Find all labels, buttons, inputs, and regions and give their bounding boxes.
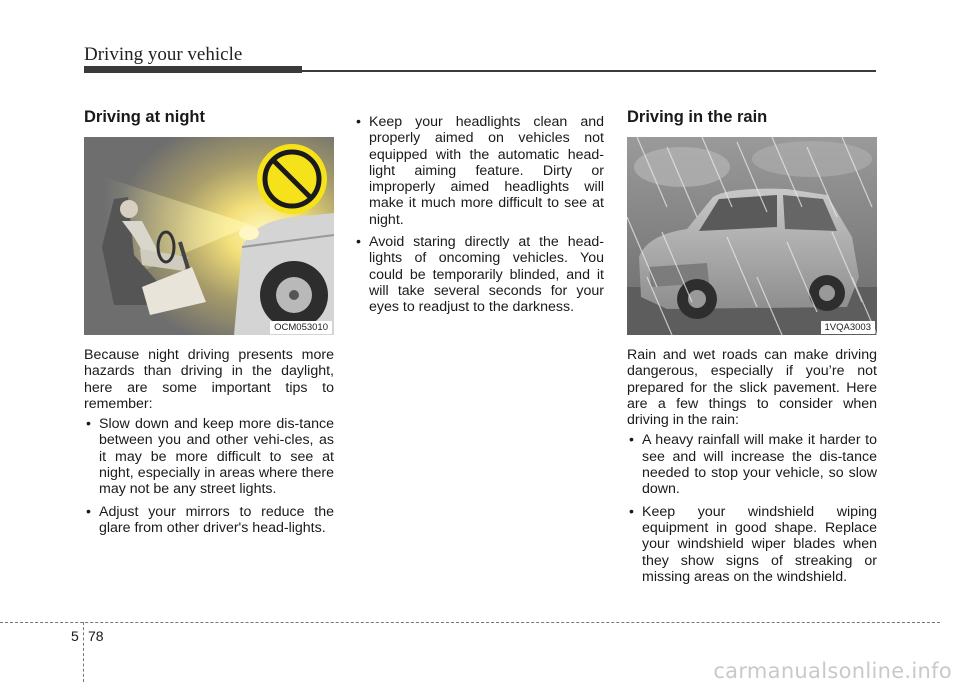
figure-caption-rain: 1VQA3003 — [821, 321, 875, 334]
night-intro-paragraph: Because night driving presents more hazards than driving in the daylight, here are some important tips to remember: — [84, 347, 334, 412]
list-item: • Keep your headlights clean and properly aimed on vehicles not equipped with the automatic head-light aiming feature. Dirty or improperly aimed headlights will make it much more difficult to see at night. — [354, 114, 604, 228]
watermark-text: carmanualsonline.info — [713, 659, 952, 683]
page-chapter-number: 5 — [71, 628, 79, 644]
column-middle — [354, 110, 604, 322]
section-heading-night: Driving at night — [84, 108, 205, 126]
night-tips-list — [84, 416, 334, 536]
night-driving-illustration — [84, 137, 334, 335]
column-left — [84, 108, 334, 542]
list-item: • Slow down and keep more dis-tance between you and other vehi-cles, as it may be more difficult to see at night, especially in areas where there may not be any street lights. — [84, 416, 334, 497]
footer-divider — [83, 622, 84, 682]
night-driving-image — [84, 137, 334, 335]
headlight-tips-list — [354, 114, 604, 316]
footer-rule — [0, 622, 940, 623]
page-number: 78 — [88, 628, 104, 644]
page-header-title: Driving your vehicle — [84, 44, 243, 65]
rain-tips-list — [627, 432, 877, 585]
column-right — [627, 108, 877, 591]
list-item: • Avoid staring directly at the head-lights of oncoming vehicles. You could be temporarily blinded, and it will take several seconds for your eyes to readjust to the darkness. — [354, 234, 604, 315]
rain-intro-paragraph: Rain and wet roads can make driving dangerous, especially if you’re not prepared for the slick pavement. Here are a few things to consider when driving in the rain: — [627, 347, 877, 429]
figure-caption-night: OCM053010 — [270, 321, 332, 334]
list-item: • A heavy rainfall will make it harder to see and will increase the dis-tance needed to stop your vehicle, so slow down. — [627, 432, 877, 497]
header-rule-thick — [84, 66, 302, 73]
section-heading-rain: Driving in the rain — [627, 108, 768, 126]
list-item: • Adjust your mirrors to reduce the glare from other driver's head-lights. — [84, 504, 334, 537]
list-item: • Keep your windshield wiping equipment in good shape. Replace your windshield wiper blades when they show signs of streaking or missing areas on the windshield. — [627, 504, 877, 585]
rain-driving-illustration — [627, 137, 877, 335]
rain-driving-image — [627, 137, 877, 335]
header-rule-thin — [300, 70, 876, 72]
